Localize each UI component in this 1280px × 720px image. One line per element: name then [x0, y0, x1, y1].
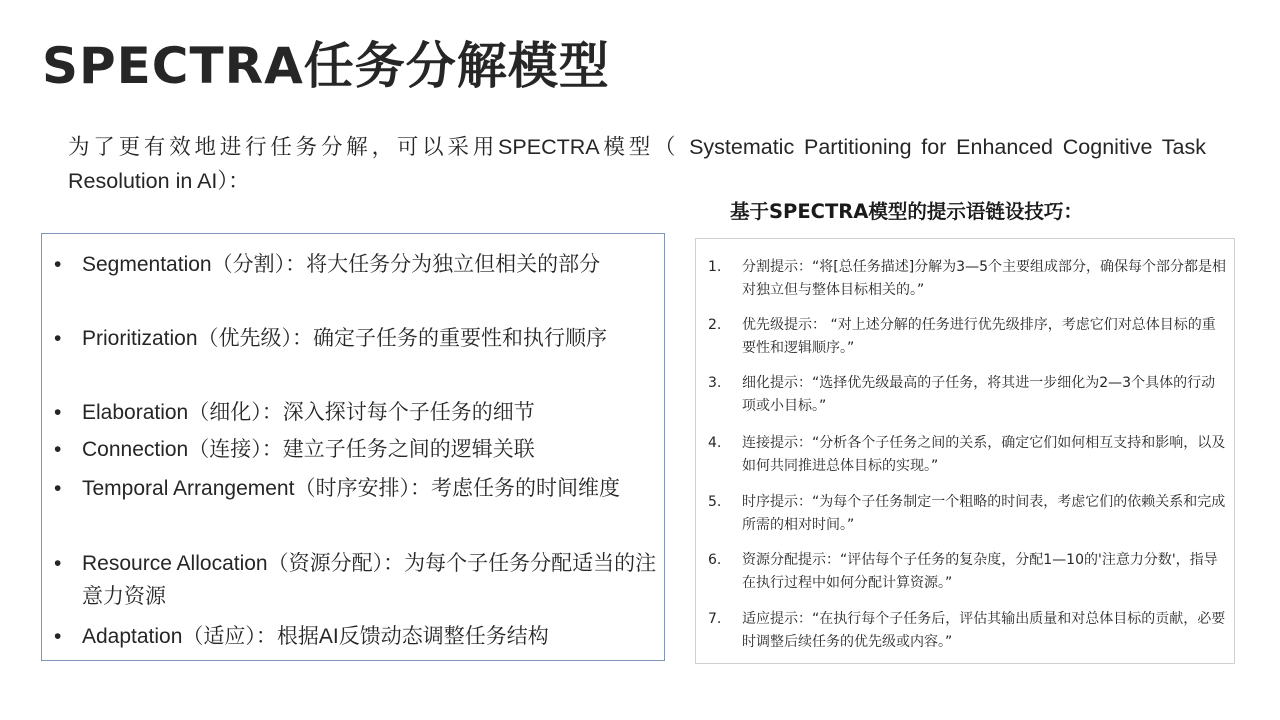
tips-box: [695, 238, 1235, 664]
tip-item-prioritization: [706, 314, 1226, 360]
bullet-elaboration: [54, 396, 659, 429]
tip-text: 优先级提示： “对上述分解的任务进行优先级排序，考虑它们对总体目标的重要性和逻辑顺序。”: [742, 317, 1216, 356]
tip-text: 资源分配提示：“评估每个子任务的复杂度，分配1—10的'注意力分数'，指导在执行过程中如何分配计算资源。”: [742, 552, 1218, 591]
intro-paragraph: 为了更有效地进行任务分解，可以采用SPECTRA模型（ Systematic Partitioning for Enhanced Cognitive Task Resolution in AI）：: [68, 135, 1206, 193]
bullet-text: Resource Allocation（资源分配）：为每个子任务分配适当的注意力资源: [82, 552, 657, 608]
tip-item-temporal: [706, 491, 1226, 537]
tip-text: 连接提示：“分析各个子任务之间的关系，确定它们如何相互支持和影响，以及如何共同推进总体目标的实现。”: [742, 435, 1226, 474]
bullet-prioritization: [54, 322, 659, 355]
tip-number: 5.: [708, 494, 722, 510]
bullet-text: Adaptation（适应）：根据AI反馈动态调整任务结构: [82, 625, 549, 648]
bullet-text: Connection（连接）：建立子任务之间的逻辑关联: [82, 438, 535, 461]
tip-text: 时序提示：“为每个子任务制定一个粗略的时间表，考虑它们的依赖关系和完成所需的相对时间。”: [742, 494, 1226, 533]
bullet-segmentation: [54, 248, 659, 281]
bullet-connection: [54, 433, 659, 466]
bullet-dot: •: [54, 253, 62, 276]
tip-number: 6.: [708, 552, 722, 568]
tip-number: 2.: [708, 317, 722, 333]
bullet-text: Segmentation（分割）：将大任务分为独立但相关的部分: [82, 253, 601, 276]
bullet-resource-allocation: [54, 547, 659, 613]
tip-text: 细化提示：“选择优先级最高的子任务，将其进一步细化为2—3个具体的行动项或小目标。”: [742, 375, 1216, 414]
tip-text: 适应提示：“在执行每个子任务后，评估其输出质量和对总体目标的贡献，必要时调整后续任务的优先级或内容。”: [742, 611, 1226, 650]
bullet-text: Prioritization（优先级）：确定子任务的重要性和执行顺序: [82, 327, 608, 350]
bullet-text: Elaboration（细化）：深入探讨每个子任务的细节: [82, 401, 535, 424]
spectra-components-box: [41, 233, 665, 661]
bullet-temporal-arrangement: [54, 472, 659, 505]
bullet-text: Temporal Arrangement（时序安排）：考虑任务的时间维度: [82, 477, 620, 500]
tip-item-connection: [706, 432, 1226, 478]
tip-item-adaptation: [706, 608, 1226, 654]
tip-item-resource: [706, 549, 1226, 595]
tip-number: 7.: [708, 611, 722, 627]
page-title: SPECTRA任务分解模型: [42, 37, 610, 95]
tip-item-elaboration: [706, 372, 1226, 418]
tips-title: 基于SPECTRA模型的提示语链设技巧：: [730, 200, 1083, 223]
bullet-adaptation: [54, 620, 659, 653]
tip-number: 4.: [708, 435, 722, 451]
bullet-dot: •: [54, 438, 62, 461]
tip-text: 分割提示：“将[总任务描述]分解为3—5个主要组成部分，确保每个部分都是相对独立但与整体目标相关的。”: [742, 259, 1226, 298]
bullet-dot: •: [54, 477, 62, 500]
bullet-dot: •: [54, 625, 62, 648]
bullet-dot: •: [54, 552, 62, 575]
bullet-dot: •: [54, 327, 62, 350]
tip-number: 3.: [708, 375, 722, 391]
tip-number: 1.: [708, 259, 722, 275]
bullet-dot: •: [54, 401, 62, 424]
tip-item-segmentation: [706, 256, 1226, 302]
